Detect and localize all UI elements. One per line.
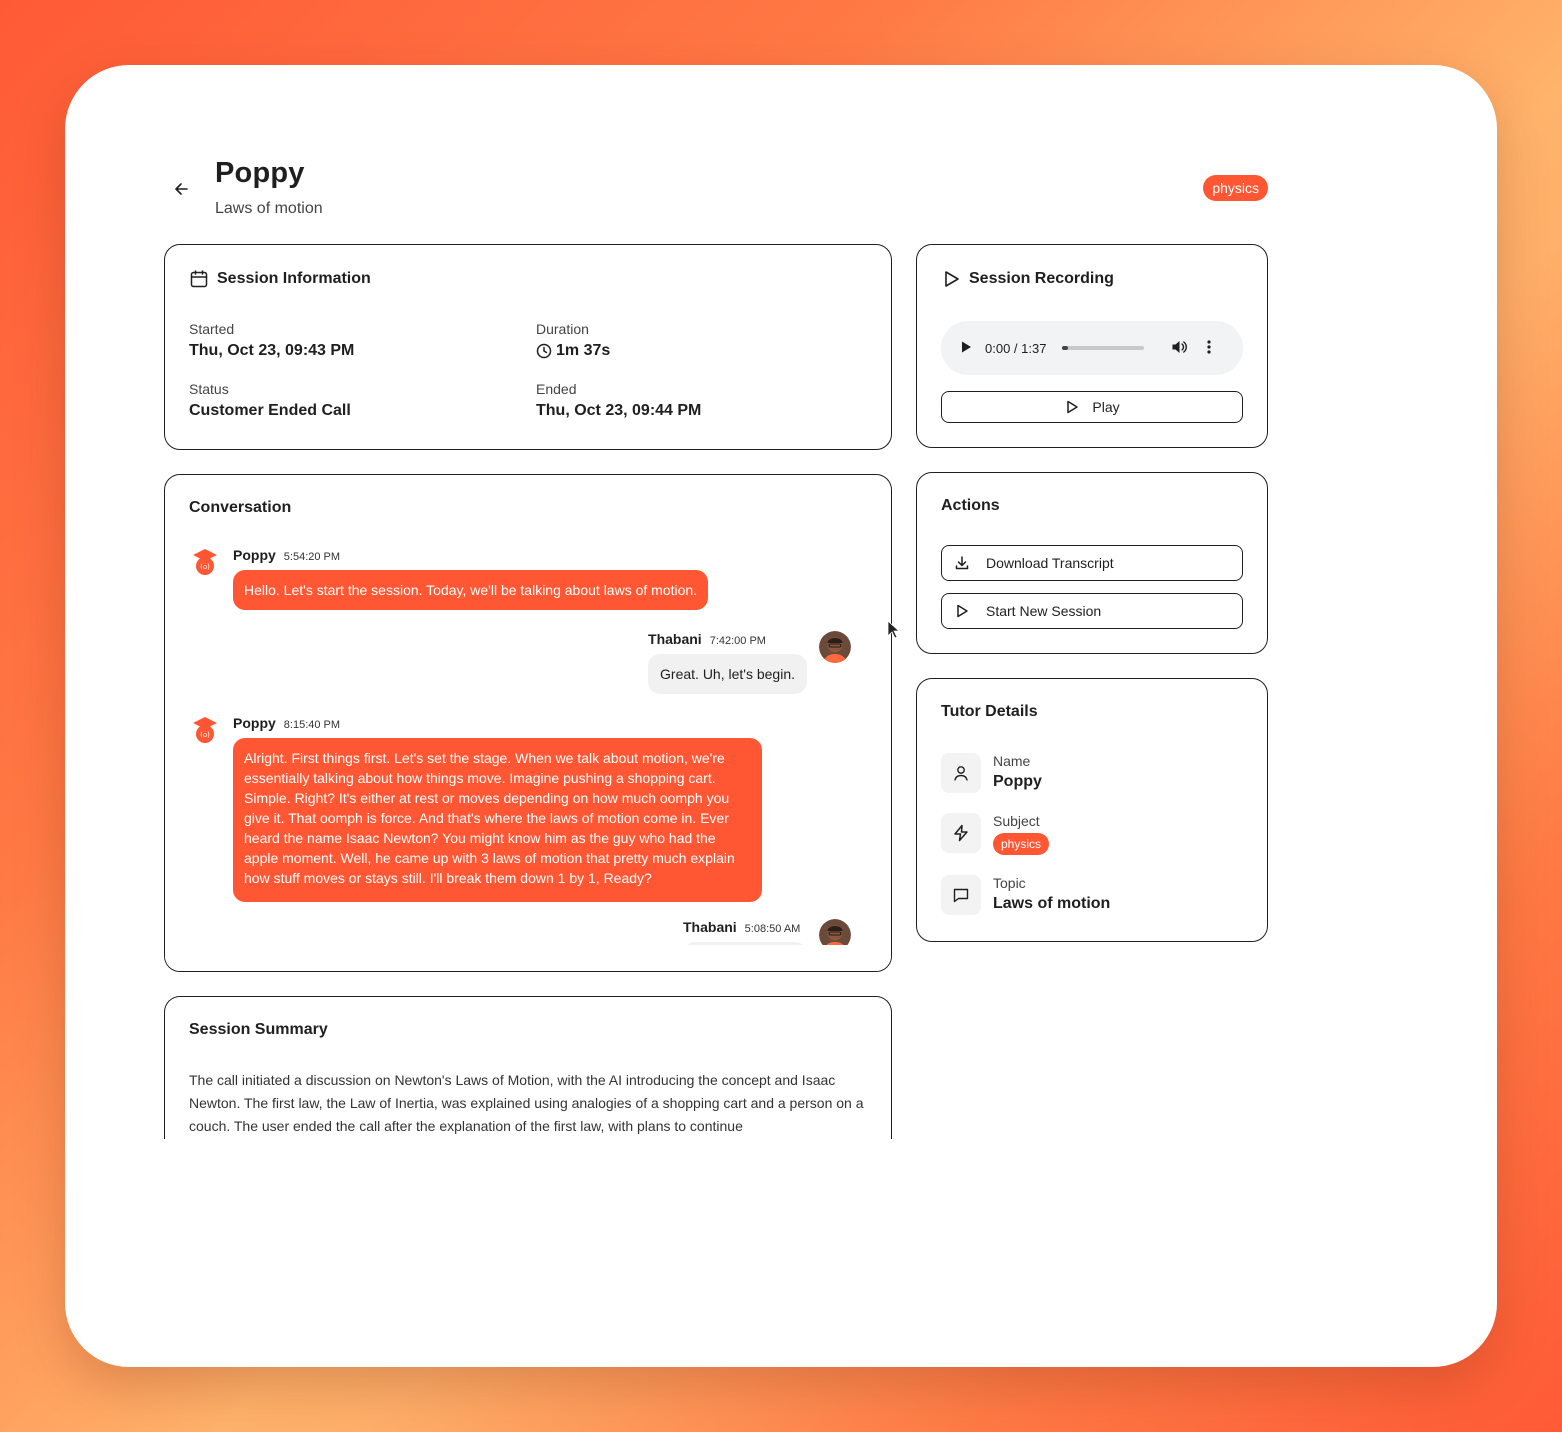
avatar — [819, 631, 851, 663]
play-icon — [941, 269, 961, 289]
message-bubble: Hello. Let's start the session. Today, we'll be talking about laws of motion. — [233, 570, 708, 610]
volume-button[interactable] — [1170, 338, 1188, 359]
calendar-icon — [189, 269, 209, 289]
message-sender: Thabani — [648, 631, 702, 647]
session-information-title — [189, 269, 371, 289]
download-icon — [954, 555, 970, 571]
audio-time: 0:00 / 1:37 — [985, 340, 1047, 356]
conversation-scroll-edge — [165, 945, 891, 972]
message-bubble: Alright. First things first. Let's set the stage. When we talk about motion, we're essentially talking about how things move. Imagine pushing a shopping cart. Simple. Right? It's either at rest or moves depending on how much oomph you give it. That oomph is force. And that's where the laws of motion come in. Ever heard the name Isaac Newton? You might know him as the guy who had the apple moment. Well, he came up with 3 laws of motion that pretty much explain how stuff moves or stays still. I'll break them down 1 by 1, Ready? — [233, 738, 762, 902]
tutor-topic-row — [941, 875, 1110, 915]
status-value: Customer Ended Call — [189, 402, 351, 419]
page-header — [164, 155, 1268, 225]
play-button[interactable] — [941, 391, 1243, 423]
back-button[interactable] — [172, 179, 192, 199]
session-information-card — [164, 244, 892, 450]
message-sender: Thabani — [683, 919, 737, 935]
message-time: 7:42:00 PM — [709, 635, 766, 647]
audio-seek-bar[interactable] — [1062, 346, 1144, 350]
tutor-name-row — [941, 753, 1042, 793]
conversation-card — [164, 474, 892, 972]
tutor-topic-label: Topic — [993, 875, 1026, 891]
user-icon — [941, 753, 981, 793]
message-time: 5:54:20 PM — [283, 551, 341, 563]
message-tutor — [233, 547, 708, 610]
clock-icon — [536, 343, 552, 359]
message-bubble: Great. Uh, let's begin. — [648, 654, 807, 694]
play-icon — [954, 603, 970, 619]
tutor-subject-row — [941, 813, 1049, 855]
message-tutor — [233, 715, 762, 902]
actions-title: Actions — [941, 497, 1000, 514]
svg-text:(o): (o) — [200, 731, 210, 739]
conversation-title: Conversation — [189, 499, 292, 516]
audio-play-button[interactable] — [959, 340, 973, 357]
page-title: Poppy — [215, 157, 305, 189]
audio-player — [941, 321, 1243, 375]
status-field — [189, 381, 351, 420]
message-square-icon — [941, 875, 981, 915]
subject-badge: physics — [1203, 175, 1268, 201]
duration-value: 1m 37s — [556, 342, 611, 359]
tutor-subject-badge: physics — [993, 833, 1049, 855]
tutor-avatar-icon — [192, 547, 218, 577]
duration-label: Duration — [536, 321, 589, 337]
tutor-name-label: Name — [993, 753, 1031, 769]
message-time: 5:08:50 AM — [744, 923, 801, 935]
mouse-cursor-icon — [887, 620, 899, 640]
ended-field — [536, 381, 701, 420]
tutor-topic-value: Laws of motion — [993, 895, 1111, 912]
ended-label: Ended — [536, 381, 577, 397]
duration-row — [536, 342, 610, 360]
session-information-label: Session Information — [217, 270, 371, 287]
play-icon — [1064, 399, 1080, 415]
status-label: Status — [189, 381, 229, 397]
session-recording-label: Session Recording — [969, 270, 1114, 287]
actions-card — [916, 472, 1268, 654]
tutor-details-card — [916, 678, 1268, 942]
ended-value: Thu, Oct 23, 09:44 PM — [536, 402, 702, 419]
summary-clip — [150, 1139, 910, 1259]
start-new-session-label: Start New Session — [986, 603, 1102, 619]
started-label: Started — [189, 321, 235, 337]
tutor-name-value: Poppy — [993, 773, 1042, 790]
duration-field — [536, 321, 610, 360]
started-value: Thu, Oct 23, 09:43 PM — [189, 342, 355, 359]
arrow-left-icon — [172, 179, 192, 199]
tutor-avatar-icon — [192, 715, 218, 745]
more-vertical-icon — [1202, 339, 1216, 355]
session-recording-card — [916, 244, 1268, 448]
start-new-session-button[interactable] — [941, 593, 1243, 629]
session-summary-text: The call initiated a discussion on Newton's Laws of Motion, with the AI introducing the concept and Isaac Newton. The first law, the Law of Inertia, was explained using analogies of a shopping cart and a person on a couch. The user ended the call after the explanation of the first law, with plans to continue — [189, 1072, 864, 1134]
message-time: 8:15:40 PM — [283, 719, 341, 731]
started-field — [189, 321, 354, 360]
session-recording-title — [941, 269, 1114, 289]
download-transcript-label: Download Transcript — [986, 555, 1114, 571]
page-subtitle: Laws of motion — [215, 200, 323, 217]
message-sender: Poppy — [233, 547, 276, 563]
message-sender: Poppy — [233, 715, 276, 731]
message-user — [648, 631, 807, 694]
bolt-icon — [941, 813, 981, 853]
tutor-subject-label: Subject — [993, 813, 1040, 829]
volume-icon — [1170, 338, 1188, 356]
download-transcript-button[interactable] — [941, 545, 1243, 581]
more-options-button[interactable] — [1202, 339, 1216, 358]
play-button-label: Play — [1092, 399, 1120, 415]
play-icon — [959, 340, 973, 354]
svg-text:(o): (o) — [200, 563, 210, 571]
session-summary-title: Session Summary — [189, 1021, 328, 1038]
tutor-details-title: Tutor Details — [941, 703, 1038, 720]
